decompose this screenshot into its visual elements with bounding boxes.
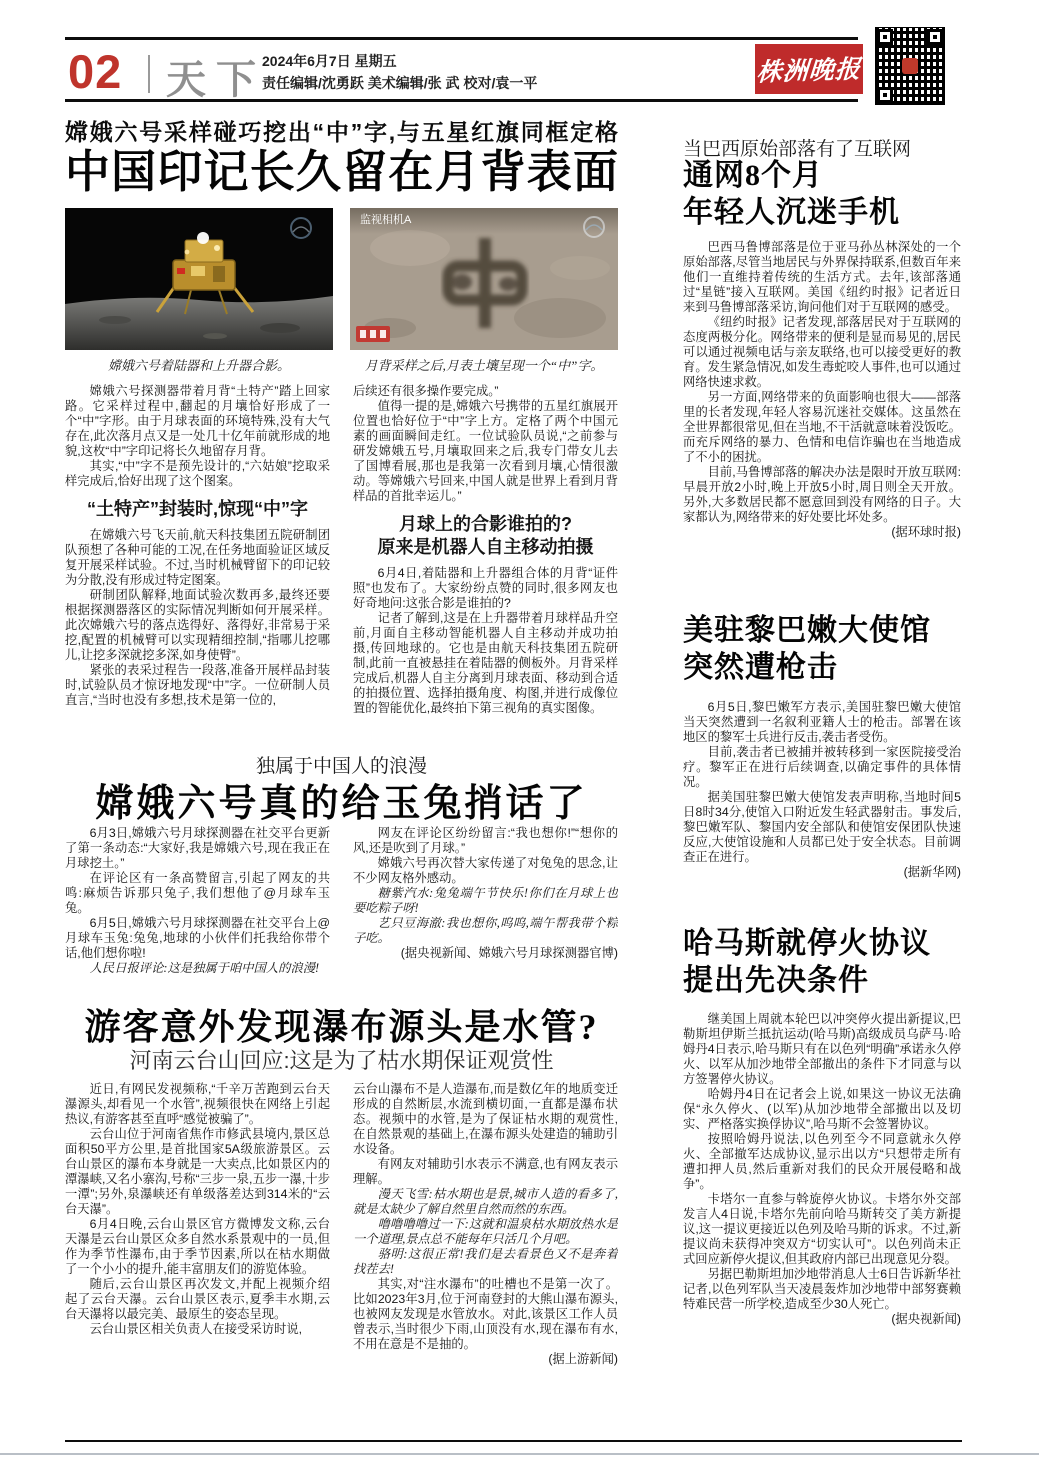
paragraph: 6月4日,着陆器和上升器组合体的月背“证件照”也发布了。大家纷纷点赞的同时,很多网友也好奇地问:这张合影是谁拍的?	[353, 566, 618, 610]
paragraph: 哈姆丹4日在记者会上说,如果这一协议无法确保“永久停火、(以军)从加沙地带全部撤出以及切实、严格落实换俘协议”,哈马斯不会签署协议。	[683, 1087, 961, 1131]
paragraph: 卡塔尔一直参与斡旋停火协议。卡塔尔外交部发言人4日说,卡塔尔先前向哈马斯转交了美方新提议,这一提议更接近以色列及哈马斯的诉求。不过,新提议尚未获得冲突双方“切实认可”。以色列尚未正式回应新停火提议,但其政府内部已出现意见分裂。	[683, 1192, 961, 1266]
waterfall-subhead: 河南云台山回应:这是为了枯水期保证观赏性	[129, 1048, 554, 1073]
paragraph: 据美国驻黎巴嫩大使馆发表声明称,当地时间5日8时34分,使馆入口附近发生轻武器射击。事发后,黎巴嫩军队、黎国内安全部队和使馆安保团队快速反应,大使馆设施和人员都已处于安全状态。目前调查正在进行。	[683, 790, 961, 864]
photo-lander	[65, 208, 333, 350]
rail-embassy-headline	[683, 612, 961, 686]
headline-line: 提出先决条件	[683, 964, 869, 997]
photo-caption: 嫦娥六号着陆器和上升器合影。	[107, 358, 290, 373]
waterfall-column-left	[65, 1082, 330, 1430]
section-title: 天下	[166, 58, 266, 102]
paragraph: 云台山瀑布不是人造瀑布,而是数亿年的地质变迁形成的自然断层,水流到横切面,一直都是瀑布状态。视频中的水管,是为了保证枯水期的观赏性,在自然景观的基础上,在瀑布源头处建造的辅助引水设备。	[353, 1082, 618, 1156]
headline-line: 年轻人沉迷手机	[683, 196, 900, 229]
page-edge-rule	[0, 1453, 1039, 1455]
paragraph: 在评论区有一条高赞留言,引起了网友的共鸣:麻烦告诉那只兔子,我们想他了@月球车玉兔。	[65, 871, 330, 915]
paragraph: 另一方面,网络带来的负面影响也很大——部落里的长者发现,年轻人容易沉迷社交媒体。这虽然在全世界都很常见,但在当地,不干活就意味着没饭吃。而充斥网络的暴力、色情和电信诈骗也在当地造成了不小的困扰。	[683, 390, 961, 464]
rabbit-column-left	[65, 826, 330, 996]
paragraph: 在嫦娥六号飞天前,航天科技集团五院研制团队预想了各种可能的工况,在任务地面验证区域反复开展采样试验。不过,当时机械臂留下的印记较为分散,没有形成过特定图案。	[65, 528, 330, 587]
lead-column-left	[65, 384, 330, 750]
rail-internet-headline	[683, 157, 961, 231]
paragraph: 研制团队解释,地面试验次数再多,最终还要根据探测器落区的实际情况判断如何开展采样。此次嫦娥六号的落点选得好、落得好,非常易于采挖,配置的机械臂可以实现精细控制,“指哪儿挖哪儿,让挖多深就挖多深,如身使臂”。	[65, 588, 330, 662]
rail-internet-kicker: 当巴西原始部落有了互联网	[683, 139, 912, 160]
paragraph: 有网友对辅助引水表示不满意,也有网友表示理解。	[353, 1157, 618, 1186]
paragraph: 另据巴勒斯坦加沙地带消息人士6日告诉新华社记者,以色列军队当天凌晨轰炸加沙地带中部努赛赖特难民营一所学校,造成至少30人死亡。	[683, 1267, 961, 1311]
paragraph: 嫦娥六号再次替大家传递了对兔兔的思念,让不少网友格外感动。	[353, 856, 618, 885]
headline-line: 哈马斯就停火协议	[683, 927, 931, 960]
lander-illustration	[65, 208, 333, 350]
header-top-rule	[65, 37, 858, 40]
paragraph: 继美国上周就本轮巴以冲突停火提出新提议,巴勒斯坦伊斯兰抵抗运动(哈马斯)高级成员乌萨马·哈姆丹4日表示,哈马斯只有在以色列“明确”承诺永久停火、以军从加沙地带全部撤出的条件下才同意与以方签署停火协议。	[683, 1012, 961, 1086]
qr-finder-icon	[877, 87, 893, 103]
waterfall-column-right	[353, 1082, 618, 1430]
masthead-logo	[755, 44, 863, 94]
press-stamp-icon	[356, 326, 390, 342]
paragraph: 艺只豆海澈:我也想你,呜呜,端午帮我带个粽子吃。	[353, 916, 618, 945]
camera-label: 监视相机A	[360, 214, 412, 226]
waterfall-headline: 游客意外发现瀑布源头是水管?	[84, 1007, 599, 1047]
paragraph: 糖紫汽水:兔兔端午节快乐!你们在月球上也要吃粽子呀!	[353, 886, 618, 915]
rail-internet-body	[683, 240, 961, 592]
paragraph: 云台山位于河南省焦作市修武县境内,景区总面积50平方公里,是首批国家5A级旅游景区。云台山景区的瀑布本身就是一大卖点,比如景区内的潭瀑峡,又名小寨沟,号称“三步一泉,五步一瀑,十步一潭”;另外,泉瀑峡还有单级落差达到314米的“云台天瀑”。	[65, 1127, 330, 1216]
paragraph: 后续还有很多操作要完成。”	[353, 384, 499, 398]
paragraph: 按照哈姆丹说法,以色列至今不同意就永久停火、全部撤军达成协议,显示出以方“只想带走所有遭扣押人员,然后重新对我们的民众开展侵略和战争”。	[683, 1132, 961, 1191]
source-credit: (据新华网)	[903, 865, 961, 879]
lead-subhead-right: 月球上的合影谁拍的?	[399, 514, 572, 534]
paragraph: 目前,袭击者已被捕并被转移到一家医院接受治疗。黎军正在进行后续调查,以确定事件的具体情况。	[683, 745, 961, 789]
lead-column-right	[353, 384, 618, 750]
qr-finder-icon	[877, 29, 893, 45]
paragraph: 漫天飞雪:枯水期也是景,城市人造的看多了,就是太缺少了解自然里自然而然的东西。	[353, 1187, 618, 1216]
photo-moon-mark	[350, 208, 618, 350]
header-divider	[148, 55, 150, 93]
lead-kicker: 嫦娥六号采样碰巧挖出“中”字,与五星红旗同框定格	[65, 119, 618, 145]
rabbit-kicker: 独属于中国人的浪漫	[255, 756, 427, 777]
paragraph: 其实,“中”字不是预先设计的,“六姑娘”挖取采样完成后,恰好出现了这个图案。	[65, 459, 330, 488]
paragraph: 其实,对“注水瀑布”的吐槽也不是第一次了。比如2023年3月,位于河南登封的大熊山瀑布源头,也被网友发现是水管放水。对此,该景区工作人员曾表示,当时很少下雨,山顶没有水,现在瀑布有水,不用在意是不是抽的。	[353, 1277, 618, 1351]
masthead-text: 株洲晚报	[755, 56, 862, 87]
rabbit-headline: 嫦娥六号真的给玉兔捎话了	[95, 783, 588, 825]
paragraph: 紧张的表采过程告一段落,准备开展样品封装时,试验队员才惊讶地发现“中”字。一位研制人员直言,“当时也没有多想,技术是第一位的,	[65, 663, 330, 707]
headline-line: 美驻黎巴嫩大使馆	[683, 614, 931, 647]
rail-hamas-body	[683, 1012, 961, 1414]
photo-caption: 月背采样之后,月表土壤呈现一个“中”字。	[364, 358, 604, 373]
paragraph: 近日,有网民发视频称,“千辛万苦跑到云台天瀑源头,却看见一个水管”,视频很快在网络上引起热议,有游客甚至直呼“感觉被骗了”。	[65, 1082, 330, 1126]
paragraph: 值得一提的是,嫦娥六号携带的五星红旗展开位置也恰好位于“中”字上方。定格了两个中国元素的画面瞬间走红。一位试验队员说,“之前参与研发嫦娥五号,月壤取回来之后,我专门带女儿去了国博看展,那也是我第一次看到月壤,心情很激动。等嫦娥六号回来,中国人就是世界上看到月背样品的首批幸运儿。”	[353, 399, 618, 503]
paragraph: 随后,云台山景区再次发文,并配上视频介绍起了云台天瀑。云台山景区表示,夏季丰水期,云台天瀑将以最完美、最原生的姿态呈现。	[65, 1277, 330, 1321]
editors-line: 责任编辑/沈勇跃 美术编辑/张 武 校对/袁一平	[262, 75, 538, 91]
paragraph: 骆明:这很正常!我们是去看景色又不是奔着找茬去!	[353, 1247, 618, 1276]
source-credit: (据央视新闻)	[891, 1312, 961, 1326]
paragraph: 《纽约时报》记者发现,部落居民对于互联网的态度两极分化。网络带来的便利是显而易见的,居民可以通过视频电话与亲友联络,也可以接受更好的教育。发生紧急情况,如发生毒蛇咬人事件,也可以通过网络快速求救。	[683, 315, 961, 389]
rabbit-column-right	[353, 826, 618, 996]
qr-code	[876, 28, 944, 104]
source-credit: (据上游新闻)	[548, 1352, 618, 1366]
paragraph: 网友在评论区纷纷留言:“我也想你!”“想你的风,还是吹到了月球。”	[353, 826, 618, 855]
qr-center-stamp	[902, 58, 918, 74]
headline-line: 通网8个月	[683, 159, 823, 192]
rail-embassy-body	[683, 700, 961, 900]
paragraph: 6月4日晚,云台山景区官方微博发文称,云台天瀑是云台山景区众多自然水系景观中的一员,但作为季节性瀑布,由于季节因素,所以在枯水期做了一个小小的提升,能丰富朋友们的游览体验。	[65, 1217, 330, 1276]
paragraph: 6月5日,嫦娥六号月球探测器在社交平台上@月球车玉兔:兔兔,地球的小伙伴们托我给你带个话,他们想你啦!	[65, 916, 330, 960]
lead-subhead-right-line2: 原来是机器人自主移动拍摄	[377, 537, 594, 557]
footer-rule	[65, 1440, 962, 1442]
source-credit: (据环球时报)	[891, 525, 961, 539]
paragraph: 6月5日,黎巴嫩军方表示,美国驻黎巴嫩大使馆当天突然遭到一名叙利亚籍人士的枪击。部署在该地区的黎军士兵进行反击,袭击者受伤。	[683, 700, 961, 744]
moon-mark-illustration	[350, 208, 618, 350]
issue-date: 2024年6月7日 星期五	[262, 53, 397, 69]
page-number: 02	[68, 45, 123, 98]
lead-headline: 中国印记长久留在月背表面	[65, 146, 618, 197]
qr-finder-icon	[927, 29, 943, 45]
paragraph: 巴西马鲁博部落是位于亚马孙丛林深处的一个原始部落,尽管当地居民与外界保持联系,但数百年来他们一直维持着传统的生活方式。去年,该部落通过“星链”接入互联网。美国《纽约时报》记者近日来到马鲁博部落采访,询问他们对于互联网的感受。	[683, 240, 961, 314]
paragraph: 嫦娥六号探测器带着月背“土特产”踏上回家路。它采样过程中,翻起的月壤恰好形成了一个“中”字形。由于月球表面的环境特殊,没有大气存在,此次落月点又是一处几十亿年前就形成的地貌,这枚“中”字印记将长久地留存月背。	[65, 384, 330, 458]
paragraph: 噜噜噜噜过一下:这就和温泉枯水期放热水是一个道理,景点总不能每年只活几个月吧。	[353, 1217, 618, 1246]
paragraph: 目前,马鲁博部落的解决办法是限时开放互联网:早晨开放2小时,晚上开放5小时,周日则全天开放。另外,大多数居民都不愿意回到没有网络的日子。大家都认为,网络带来的好处要比坏处多。	[683, 465, 961, 524]
headline-line: 突然遭枪击	[683, 651, 838, 684]
paragraph: 人民日报评论:这是独属于咱中国人的浪漫!	[89, 961, 320, 975]
rail-hamas-headline	[683, 925, 961, 999]
paragraph: 6月3日,嫦娥六号月球探测器在社交平台更新了第一条动态:“大家好,我是嫦娥六号,现在我正在月球挖土。”	[65, 826, 330, 870]
lead-subhead-left: “土特产”封装时,惊现“中”字	[87, 499, 308, 519]
paragraph: 记者了解到,这是在上升器带着月球样品升空前,月面自主移动智能机器人自主移动并成功拍摄,传回地球的。它也是由航天科技集团五院研制,此前一直被悬挂在着陆器的侧板外。月背采样完成后,机器人自主分离到月球表面、移动到合适的拍摄位置、选择拍摄角度、构图,并进行成像位置的智能优化,最终拍下第三视角的真实图像。	[353, 611, 618, 715]
source-credit: (据央视新闻、嫦娥六号月球探测器官博)	[400, 946, 618, 960]
paragraph: 云台山景区相关负责人在接受采访时说,	[89, 1322, 303, 1336]
